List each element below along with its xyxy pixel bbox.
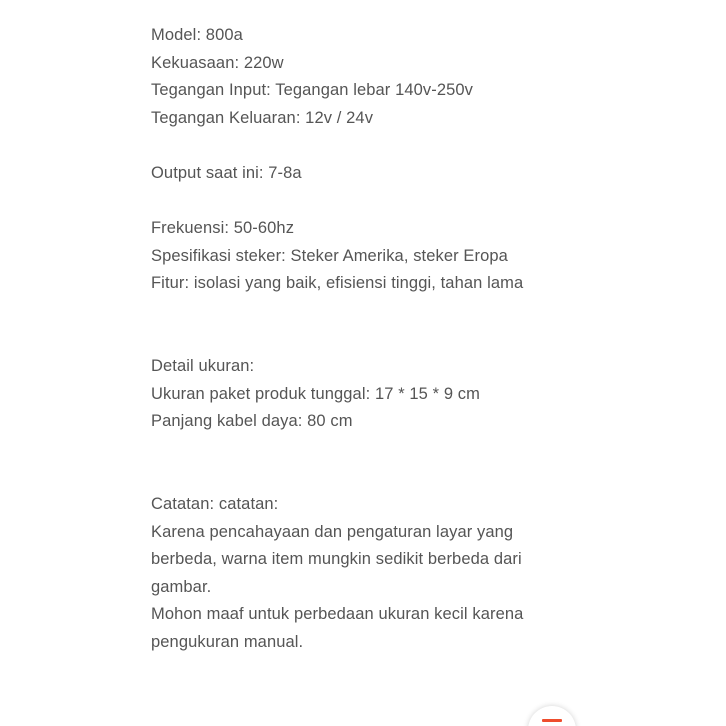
product-description bbox=[151, 22, 571, 657]
size-details-heading: Detail ukuran: bbox=[151, 357, 255, 376]
spec-frequency: Frekuensi: 50-60hz bbox=[151, 219, 295, 238]
notes-line: Karena pencahayaan dan pengaturan layar yang bbox=[151, 522, 514, 541]
notes-line: Mohon maaf untuk perbedaan ukuran kecil karena bbox=[151, 605, 524, 624]
scroll-to-top-button[interactable] bbox=[528, 706, 576, 726]
scroll-to-top-icon bbox=[542, 719, 562, 722]
spec-model: Model: 800a bbox=[151, 26, 243, 44]
notes-line: gambar. bbox=[151, 577, 212, 596]
spec-power: Kekuasaan: 220w bbox=[151, 53, 284, 72]
notes-heading: Catatan: catatan: bbox=[151, 495, 279, 514]
size-package: Ukuran paket produk tunggal: 17 * 15 * 9 cm bbox=[151, 384, 480, 403]
spec-output-voltage: Tegangan Keluaran: 12v / 24v bbox=[151, 108, 374, 127]
spec-output-current: Output saat ini: 7-8a bbox=[151, 163, 302, 182]
notes-line: pengukuran manual. bbox=[151, 633, 304, 652]
spec-plug: Spesifikasi steker: Steker Amerika, steker Eropa bbox=[151, 246, 508, 265]
notes-line: berbeda, warna item mungkin sedikit berbeda dari bbox=[151, 550, 522, 569]
spec-input-voltage: Tegangan Input: Tegangan lebar 140v-250v bbox=[151, 81, 474, 100]
spec-features: Fitur: isolasi yang baik, efisiensi tinggi, tahan lama bbox=[151, 274, 524, 293]
size-cable-length: Panjang kabel daya: 80 cm bbox=[151, 412, 353, 431]
